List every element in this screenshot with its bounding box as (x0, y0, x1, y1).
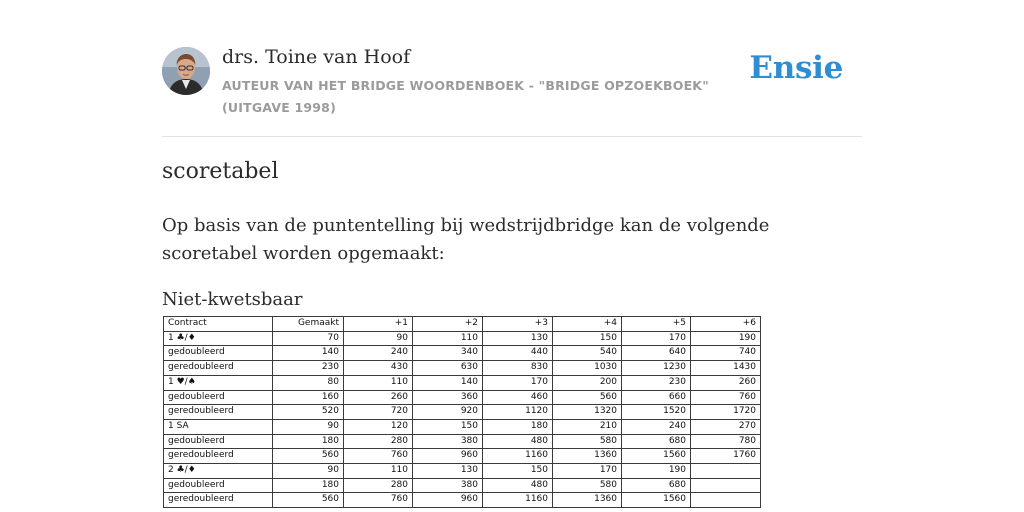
table-cell: 280 (344, 478, 413, 493)
table-header-row (164, 317, 761, 332)
table-row (164, 493, 761, 508)
table-cell: 1360 (553, 493, 622, 508)
table-header-cell: +6 (691, 317, 761, 332)
table-cell: 170 (622, 331, 691, 346)
table-row (164, 464, 761, 479)
table-cell: 740 (691, 346, 761, 361)
entry-description: Op basis van de puntentelling bij wedstrijdbridge kan de volgende scoretabel worden opgemaakt: (162, 215, 770, 264)
table-cell: 480 (483, 478, 553, 493)
score-table (163, 316, 761, 508)
table-cell: 1160 (483, 493, 553, 508)
table-cell: 1560 (622, 449, 691, 464)
table-cell: 760 (344, 449, 413, 464)
table-row (164, 478, 761, 493)
table-cell (691, 464, 761, 479)
table-header-cell: +2 (413, 317, 483, 332)
table-cell: 280 (344, 434, 413, 449)
table-row-label: geredoubleerd (164, 493, 273, 508)
table-cell: 140 (273, 346, 344, 361)
table-cell: 380 (413, 434, 483, 449)
table-cell: 680 (622, 434, 691, 449)
table-cell: 230 (622, 375, 691, 390)
author-photo-icon (162, 47, 210, 95)
table-row (164, 405, 761, 420)
table-cell: 240 (344, 346, 413, 361)
table-cell: 830 (483, 361, 553, 376)
table-cell: 90 (273, 464, 344, 479)
author-avatar[interactable] (162, 47, 210, 95)
table-cell: 560 (273, 449, 344, 464)
entry-title: scoretabel (162, 159, 279, 184)
table-cell (691, 493, 761, 508)
table-cell: 180 (273, 434, 344, 449)
table-cell: 540 (553, 346, 622, 361)
table-header-cell: +1 (344, 317, 413, 332)
table-cell: 120 (344, 419, 413, 434)
table-cell: 920 (413, 405, 483, 420)
table-cell: 150 (553, 331, 622, 346)
table-cell: 640 (622, 346, 691, 361)
table-cell: 360 (413, 390, 483, 405)
table-cell: 150 (413, 419, 483, 434)
table-cell: 110 (344, 464, 413, 479)
table-cell: 210 (553, 419, 622, 434)
table-cell: 760 (344, 493, 413, 508)
table-cell: 90 (344, 331, 413, 346)
table-cell: 90 (273, 419, 344, 434)
table-cell: 170 (553, 464, 622, 479)
table-cell: 1560 (622, 493, 691, 508)
ensie-logo[interactable]: Ensie (749, 50, 843, 86)
table-cell: 160 (273, 390, 344, 405)
table-header-cell: Gemaakt (273, 317, 344, 332)
table-row (164, 434, 761, 449)
table-cell: 720 (344, 405, 413, 420)
table-cell: 110 (413, 331, 483, 346)
table-cell: 1360 (553, 449, 622, 464)
table-cell: 630 (413, 361, 483, 376)
table-cell: 170 (483, 375, 553, 390)
table-row (164, 419, 761, 434)
table-cell: 1430 (691, 361, 761, 376)
table-cell: 520 (273, 405, 344, 420)
table-row-label: geredoubleerd (164, 405, 273, 420)
table-header-cell: Contract (164, 317, 273, 332)
table-cell: 960 (413, 449, 483, 464)
table-cell: 460 (483, 390, 553, 405)
table-row (164, 361, 761, 376)
author-subtitle: AUTEUR VAN HET BRIDGE WOORDENBOEK - "BRIDGE OPZOEKBOEK" (UITGAVE 1998) (222, 78, 709, 115)
table-row-label: 1 ♥/♠ (164, 375, 273, 390)
table-cell: 260 (691, 375, 761, 390)
table-header-cell: +5 (622, 317, 691, 332)
author-name[interactable]: drs. Toine van Hoof (222, 46, 411, 68)
table-cell: 1760 (691, 449, 761, 464)
table-cell: 270 (691, 419, 761, 434)
table-heading: Niet-kwetsbaar (162, 289, 303, 310)
table-row (164, 346, 761, 361)
table-header-cell: +4 (553, 317, 622, 332)
table-row-label: gedoubleerd (164, 390, 273, 405)
table-cell: 80 (273, 375, 344, 390)
table-cell: 1720 (691, 405, 761, 420)
table-cell: 180 (273, 478, 344, 493)
table-row-label: 2 ♣/♦ (164, 464, 273, 479)
table-cell: 200 (553, 375, 622, 390)
table-cell: 1030 (553, 361, 622, 376)
table-cell: 780 (691, 434, 761, 449)
table-cell: 430 (344, 361, 413, 376)
table-cell: 680 (622, 478, 691, 493)
table-cell: 380 (413, 478, 483, 493)
table-cell: 580 (553, 434, 622, 449)
table-cell: 1320 (553, 405, 622, 420)
table-row-label: geredoubleerd (164, 361, 273, 376)
table-cell: 440 (483, 346, 553, 361)
table-row-label: 1 ♣/♦ (164, 331, 273, 346)
table-row-label: 1 SA (164, 419, 273, 434)
author-header (162, 44, 862, 137)
table-row-label: gedoubleerd (164, 478, 273, 493)
table-cell: 130 (483, 331, 553, 346)
table-cell: 560 (273, 493, 344, 508)
table-cell: 480 (483, 434, 553, 449)
table-row (164, 390, 761, 405)
table-cell: 230 (273, 361, 344, 376)
table-cell: 130 (413, 464, 483, 479)
table-cell: 110 (344, 375, 413, 390)
table-cell: 660 (622, 390, 691, 405)
table-cell: 260 (344, 390, 413, 405)
table-row-label: gedoubleerd (164, 346, 273, 361)
table-cell: 180 (483, 419, 553, 434)
table-cell: 580 (553, 478, 622, 493)
table-row (164, 449, 761, 464)
table-cell (691, 478, 761, 493)
table-cell: 960 (413, 493, 483, 508)
table-row-label: gedoubleerd (164, 434, 273, 449)
table-cell: 240 (622, 419, 691, 434)
table-cell: 340 (413, 346, 483, 361)
table-cell: 1230 (622, 361, 691, 376)
table-cell: 190 (691, 331, 761, 346)
table-row-label: geredoubleerd (164, 449, 273, 464)
table-cell: 190 (622, 464, 691, 479)
table-cell: 1120 (483, 405, 553, 420)
table-cell: 140 (413, 375, 483, 390)
table-cell: 560 (553, 390, 622, 405)
table-header-cell: +3 (483, 317, 553, 332)
table-cell: 1520 (622, 405, 691, 420)
table-cell: 70 (273, 331, 344, 346)
table-cell: 760 (691, 390, 761, 405)
table-cell: 1160 (483, 449, 553, 464)
table-cell: 150 (483, 464, 553, 479)
table-row (164, 375, 761, 390)
table-row (164, 331, 761, 346)
